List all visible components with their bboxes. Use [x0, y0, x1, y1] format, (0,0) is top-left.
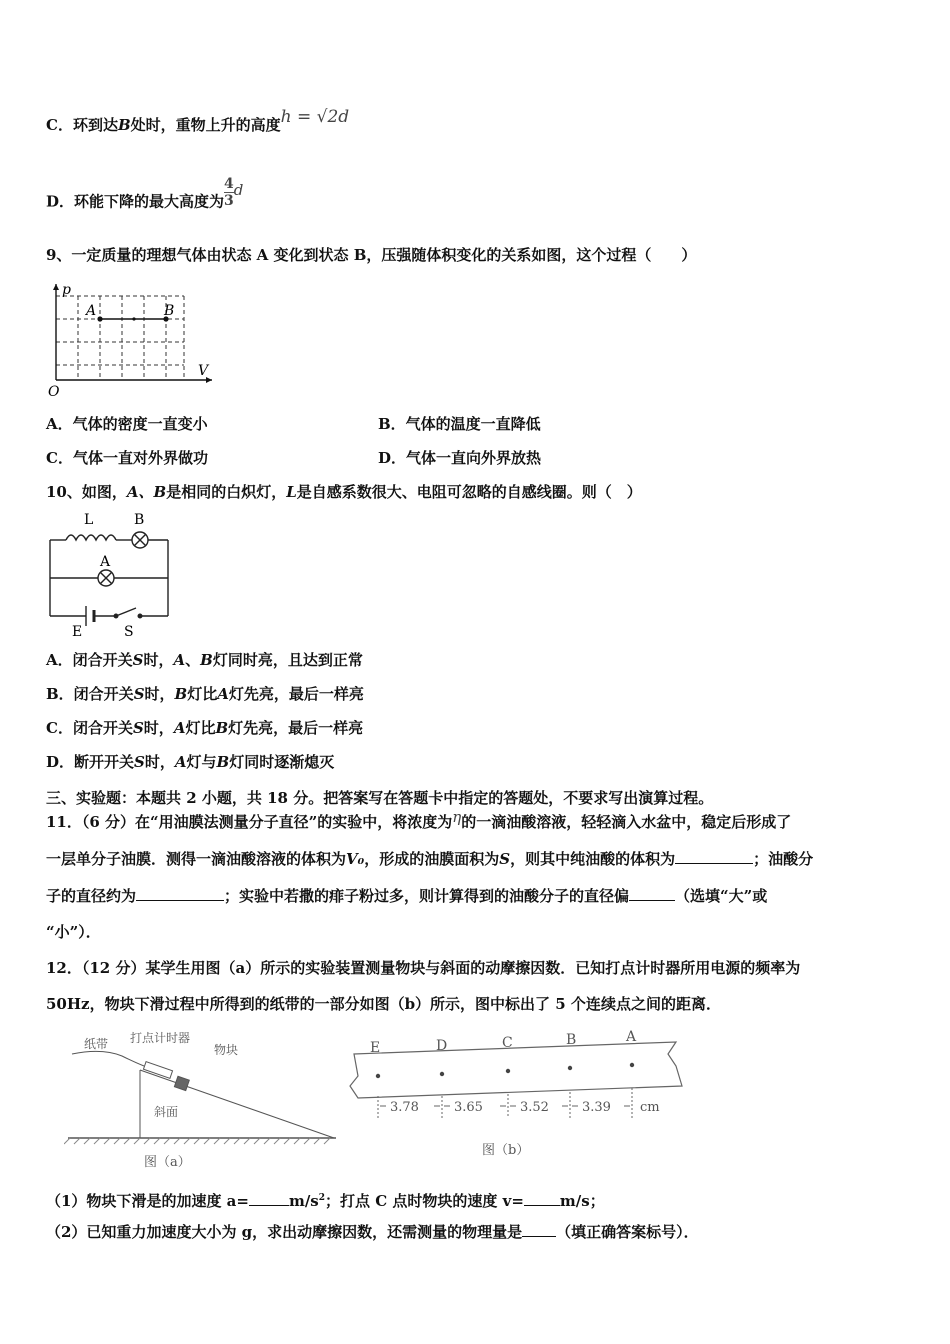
q12-line2: 50Hz，物块下滑过程中所得到的纸带的一部分如图（b）所示，图中标出了 5 个连续点之间的距离． — [46, 995, 721, 1013]
circuit-inductor-label: L — [84, 512, 94, 528]
q10-option-c[interactable]: C．闭合开关S时，A灯比B灯先亮，最后一样亮 — [46, 719, 364, 737]
fig-b-unit: cm — [640, 1100, 660, 1115]
fig-b-distance-dc: 3.65 — [454, 1100, 483, 1115]
circuit-lamp-b-label: B — [134, 512, 145, 528]
q9-option-c[interactable]: C．气体一直对外界做功 — [46, 449, 208, 467]
circuit-lamp-a-label: A — [100, 554, 111, 570]
graph-point-b-label: B — [164, 303, 175, 319]
circuit-battery-label: E — [72, 624, 83, 640]
graph-origin-label: O — [48, 384, 60, 400]
q12-line1: 12．（12 分）某学生用图（a）所示的实验装置测量物块与斜面的动摩擦因数．已知打点计时器所用电源的频率为 — [46, 959, 801, 977]
fig-a-slope-label: 斜面 — [154, 1105, 179, 1119]
circuit-switch-label: S — [124, 624, 134, 640]
q11-blank-bias[interactable] — [629, 900, 675, 901]
q11-line4: “小”）． — [46, 923, 101, 941]
q9-pv-graph — [44, 280, 224, 400]
fig-b-point-b: B — [566, 1032, 577, 1048]
q9-option-d[interactable]: D．气体一直向外界放热 — [378, 449, 542, 467]
q10-option-a[interactable]: A．闭合开关S时，A、B灯同时亮，且达到正常 — [46, 651, 363, 669]
q10-option-b[interactable]: B．闭合开关S时，B灯比A灯先亮，最后一样亮 — [46, 685, 364, 703]
q8-option-c[interactable]: C．环到达B处时，重物上升的高度h = √2d — [46, 107, 350, 134]
q9-option-a[interactable]: A．气体的密度一直变小 — [46, 415, 208, 433]
q9-stem: 9、一定质量的理想气体由状态 A 变化到状态 B，压强随体积变化的关系如图，这个过程（ ） — [46, 246, 697, 264]
fig-b-point-c: C — [502, 1035, 513, 1051]
q11-line1: 11．（6 分）在“用油膜法测量分子直径”的实验中，将浓度为η的一滴油酸溶液，轻轻滴入水盆中，稳定后形成了 — [46, 808, 792, 831]
q8-option-d[interactable]: D．环能下降的最大高度为 $\frac{4}{3}$ d — [46, 176, 244, 211]
q8-height-formula: h = √2d — [280, 107, 350, 127]
fig-a-timer-label: 打点计时器 — [130, 1031, 191, 1045]
fig-b-distance-ba: 3.39 — [582, 1100, 611, 1115]
q12-blank-quantity[interactable] — [522, 1236, 556, 1237]
section3-heading: 三、实验题：本题共 2 小题，共 18 分。把答案写在答题卡中指定的答题处，不要求写出演算过程。 — [46, 789, 714, 807]
q11-blank-volume[interactable] — [675, 863, 753, 864]
q10-stem: 10、如图，A、B是相同的白炽灯，L是自感系数很大、电阻可忽略的自感线圈。则（ ） — [46, 483, 642, 501]
q11-line2: 一层单分子油膜．测得一滴油酸溶液的体积为V₀，形成的油膜面积为S，则其中纯油酸的体积为 ；油酸分 — [46, 850, 814, 868]
q9-option-b[interactable]: B．气体的温度一直降低 — [378, 415, 541, 433]
q11-blank-diameter[interactable] — [136, 900, 224, 901]
fig-a-tape-label: 纸带 — [84, 1037, 109, 1051]
q12-sub1: （1）物块下滑是的加速度 $a= m/s^2$；打点 C 点时物块的速度 v= m/s； — [46, 1192, 605, 1210]
fig-b-distance-ed: 3.78 — [390, 1100, 419, 1115]
fig-a-block-label: 物块 — [214, 1043, 239, 1057]
q12-blank-acceleration[interactable] — [249, 1205, 289, 1206]
fig-b-point-a: A — [626, 1029, 637, 1045]
fig-b-distance-cb: 3.52 — [520, 1100, 549, 1115]
fig-b-caption: 图（b） — [482, 1143, 530, 1158]
q12-figure-a — [64, 1026, 344, 1176]
q12-blank-velocity[interactable] — [524, 1205, 560, 1206]
fig-b-point-d: D — [436, 1038, 448, 1054]
fig-a-caption: 图（a） — [144, 1155, 191, 1170]
q11-line3: 子的直径约为 ；实验中若撒的痱子粉过多，则计算得到的油酸分子的直径偏 （选填“大”或 — [46, 887, 768, 905]
graph-p-label: p — [62, 282, 71, 298]
q8-fraction: $\frac{4}{3}$ — [224, 176, 234, 209]
q12-sub2: （2）已知重力加速度大小为 g，求出动摩擦因数，还需测量的物理量是 （填正确答案标号）． — [46, 1223, 699, 1241]
graph-v-label: V — [198, 363, 209, 379]
q10-option-d[interactable]: D．断开开关S时，A灯与B灯同时逐渐熄灭 — [46, 753, 335, 771]
q12-figure-b — [346, 1026, 686, 1166]
fig-b-point-e: E — [370, 1040, 381, 1056]
graph-point-a-label: A — [86, 303, 97, 319]
q10-circuit — [44, 508, 184, 640]
